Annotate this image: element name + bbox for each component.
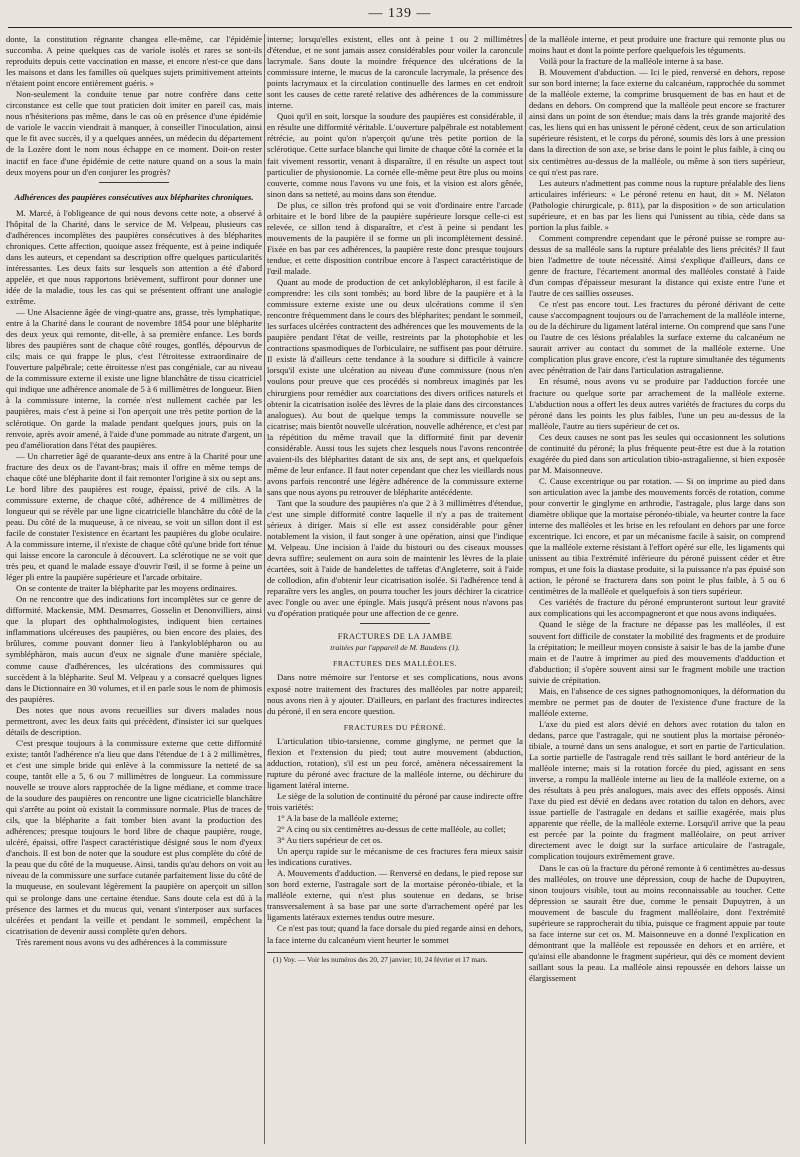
paragraph: L'articulation tibio-tarsienne, comme ginglyme, ne permet que la flexion et l'extension du pied; tout autre mouvement (abduction, adduction, rotation), s'il est un peu forcé, amènera nécessairement la rupture du péroné avec fracture de la malléole interne, ou déchirure du ligament latéral interne. — [267, 735, 523, 790]
subsection-heading: FRACTURES DU PÉRONÉ. — [343, 722, 447, 732]
text-column-3 — [529, 34, 785, 1146]
section-separator — [360, 623, 430, 624]
paragraph: Quand le siège de la fracture ne dépasse pas les malléoles, il est souvent fort difficile de constater la mobilité des fragments et de produire la crépitation; le meilleur moyen consiste à saisir le bas de la jambe d'une main et de l'autre à imprimer au pied des mouvements d'adduction et d'abduction; il s'opère souvent ainsi sur le fragment mobile une traction suivie de crépitation. — [529, 619, 785, 685]
paragraph: A. Mouvements d'adduction. — Renversé en dedans, le pied repose sur son bord externe, l'astragale sort de la mortaise péronéo-tibiale, et la malléole externe, qui n'est plus soutenue en dedans, se brise transversalement à sa base par une sorte d'arrachement opéré par les ligaments latéraux externes tendus outre mesure. — [267, 868, 523, 923]
paragraph: Dans le cas où la fracture du péroné remonte à 6 centimètres au-dessus des malléoles, on trouve une dépression, coup de hache de Dupuytren, sinon toujours visible, tout au moins reconnaissable au toucher. Cette dépression se saurait être due, comme le pensait Dupuytren, à un mouvement de bascule du fragment malléolaire, dont l'extrémité supérieure se rapprocherait du tibia, puisque ce fragment appuie par toute sa face interne sur cet os. M. Maisonneuve en a donné l'explication en démontrant que la malléole est repoussée en dehors et en arrière, et qu'ainsi elle abandonne le fragment supérieur, qui dès ce moment devient saillant sous la peau. La malléole ainsi repoussée en dehors laisse un élargissement — [529, 862, 785, 983]
paragraph: Des notes que nous avons recueillies sur divers malades nous permettront, avec les deux faits qui précèdent, d'insister ici sur quelques détails de description. — [6, 704, 262, 737]
paragraph: C'est presque toujours à la commissure externe que cette difformité existe; tantôt l'adhérence n'a lieu que dans l'étendue de 1 à 2 millimètres, et c'est une simple bride qui enlève à la commissure la netteté de sa coupe, tantôt elle a 5, 6 ou 7 millimètres de longueur. La commissure nouvelle se trouve alors rapprochée de la ligne médiane, et comme trace de la soudure des paupières on rencontre une ligne cicatricielle blanchâtre qui s'arrête au point où existait la commissure normale. Plus de traces de cils, que la blépharite a fait tomber bien avant la production des adhérences; presque toujours le bord libre de chaque paupière, rouge, ulcéré, épaissi, offre l'aspect caractéristique désigné sous le nom d'yeux d'anchois. Il est bon de noter que la soudure est plus complète du côté de la peau que du côté de la muqueuse. Ainsi, tandis qu'au dehors on voit au niveau de la commissure une surface cutanée parfaitement lisse du côté de la muqueuse, en soulevant légèrement la paupière on aperçoit un sillon qui se prolonge dans une certaine étendue. Sans doute cela est dû à la présence des larmes et du mucus qui, venant s'interposer aux surfaces ulcérées et pendant la veille et pendant le sommeil, empêchent la cicatrisation de devenir aussi complète qu'en dehors. — [6, 737, 262, 936]
text-column-1 — [6, 34, 262, 1146]
article-subtitle: traitées par l'appareil de M. Baudens (1). — [330, 643, 460, 653]
paragraph: De plus, ce sillon très profond qui se voit d'ordinaire entre l'arcade orbitaire et le bord libre de la paupière supérieure lorsque celle-ci est relevée, ce sillon tend à disparaître, et c'est à peine si pendant les mouvements de la paupière il se forme un pli incomplètement dessiné. Fixée en bas par ces adhérences, la paupière reste donc presque toujours tendue, et cette disposition contribue encore à l'aspect caractéristique de l'œil malade. — [267, 199, 523, 276]
subsection-heading: FRACTURES DES MALLÉOLES. — [333, 659, 457, 669]
paragraph: Voilà pour la fracture de la malléole interne à sa base. — [539, 56, 724, 67]
column-divider — [264, 34, 265, 1144]
footnote — [267, 952, 523, 964]
paragraph: On ne rencontre que des indications fort incomplètes sur ce genre de difformité. Mackensie, MM. Desmarres, Gosselin et Denonvilliers, ainsi que la plupart des ophthalmologistes, indiquent bien certaines inflammations ulcéreuses des paupières, ou bien encore des plaies, des brûlures, comme pouvant donner lieu à l'ankyloblépharon ou au symbléphàron, mais aucun d'eux ne signale d'une manière spéciale, comme cause d'adhérences, les ulcérations des commissures qui succèdent à la blépharite. Seul M. Velpeau y a consacré quelques lignes dans le Dictionnaire en 30 volumes, et il en parle sous le nom de phimosis des paupières. — [6, 594, 262, 704]
paragraph: B. Mouvement d'abduction. — Ici le pied, renversé en dehors, repose sur son bord interne; la face externe du calcanéum, rapprochée du sommet de la malléole externe, la comprime brusquement de bas en haut et de dedans en dehors. On comprend que la malléole peut encore se fracturer ainsi dans un point de son étendue; mais dans la très grande majorité des cas, les liens qui en bas unissent le péroné cèdent, ceux de son articulation supérieure résistent, et le corps du péroné, soumis dès lors à une pression dans la direction de son axe, se brise dans le point le plus faible, à cinq ou six centimètres au-dessus de la malléole, ou même à son tiers supérieur, ce qui n'est pas rare. — [529, 67, 785, 177]
paragraph: M. Marcé, à l'obligeance de qui nous devons cette note, a observé à l'hôpital de la Charité, dans le service de M. Velpeau, plusieurs cas d'adhérences incomplètes des paupières consécutives à des blépharites chroniques. Cette affection, quoique assez fréquente, est à peine indiquée dans les auteurs, et cependant sa description offre quelques particularités intéressantes. Les deux faits sur lesquels son attention a été d'abord appelée, et que nous rapportons brièvement, suffiront pour donner une idée de la maladie, tous les cas qui se présentent offrant une analogie extrême. — [6, 207, 262, 306]
paragraph: Ces deux causes ne sont pas les seules qui occasionnent les solutions de continuité du péroné; la plus fréquente peut-être est due à la rotation exagérée du pied dans son articulation tibio-astragalienne, si bien exposée par M. Maisonneuve. — [529, 431, 785, 475]
paragraph: Non-seulement la conduite tenue par notre confrère dans cette circonstance est celle que tout praticien doit imiter en pareil cas, mais nous n'hésiterions pas même, dans le cas où en présence d'une épidémie de variole le vaccin viendrait à manquer, à conseiller l'inoculation, ainsi que le fit avec succès, il y a quelques années, un médecin du département de la Lozère dont le nom nous échappe en ce moment. Doit-on rester inactif en face d'une épidémie de cette nature quand on a sous la main deux moyens pour un d'en conjurer les progrès? — [6, 89, 262, 177]
footnote-text: (1) Voy. — Voir les numéros des 20, 27 janvier; 10, 24 février et 17 mars. — [273, 954, 488, 964]
paragraph: Le siège de la solution de continuité du péroné par cause indirecte offre trois variétés: — [267, 790, 523, 812]
paragraph: On se contente de traiter la blépharite par les moyens ordinaires. — [16, 583, 238, 594]
paragraph: Quant au mode de production de cet ankyloblépharon, il est facile à comprendre: les cils sont tombés; au bord libre de la paupière et à la commissure externe existe une ou deux ulcérations comme il s'en rencontre fréquemment dans le cours des blépharites; pendant le sommeil, les surfaces ulcérées contractent des adhérences que les mouvements de la paupière pendant l'état de veille, restreints par la photophobie et les contractions spasmodiques de l'orbiculaire, ne suffisent pas pour détruire. Il existe là d'ailleurs cette tendance à la soudure si difficile à vaincre lorsqu'il existe une ulcération au niveau d'une commissure (nous n'en voulons pour preuve que ces procédés si nombreux imaginés par les chirurgiens pour remédier aux coarctations des divers orifices naturels et obtenir la cicatrisation isolée des lèvres de la plaie dans des circonstances analogues). Au bout de quelque temps la commissure nouvelle se cicatrise; mais bientôt nouvelle ulcération, nouvelle adhérence, et c'est par la répétition du même travail que la difformité finit par devenir considérable. Aussi tous les sujets chez lesquels nous l'avons rencontrée avaient-ils des blépharites datant de six ans, de sept ans, et quelquefois même de leur enfance. Il faut noter cependant que chez les vieillards nous avons parfois rencontré une légère adhérence de la commissure externe sans que nous ayons pu retrouver de blépharite antécédente. — [267, 277, 523, 497]
section-separator — [99, 182, 169, 183]
paragraph: — Une Alsacienne âgée de vingt-quatre ans, grasse, très lymphatique, entre à la Charité dans le courant de novembre 1854 pour une blépharite des deux yeux qui remonte, dit-elle, à sa première enfance. Les bords libres des paupières sont de chaque côté rouges, gonflés, dépourvus de cils; mais ce qui frappe le plus, c'est l'étroitesse extraordinaire de l'ouverture palpébrale; cette étroitesse n'est pas congéniale, car au niveau de la commissure externe il existe une ligne blanchâtre de tissu cicatriciel qui indique une adhérence anomale de 5 à 6 millimètres de longueur. Bien à la commissure interne, la cornée n'est nullement cachée par les paupières, mais c'est à peine si l'on aperçoit une très petite portion de la sclérotique. On garde la malade pendant quelques jours, puis on la renvoie, après avoir amené, à l'aide d'une pommade au nitrate d'argent, un peu d'amélioration dans l'état des paupières. — [6, 307, 262, 450]
paragraph: Ce n'est pas tout; quand la face dorsale du pied regarde ainsi en dehors, la face interne du calcanéum vient heurter le sommet — [267, 923, 523, 945]
section-heading: Adhérences des paupières consécutives aux blépharites chroniques. — [14, 191, 254, 202]
paragraph: Comment comprendre cependant que le péroné puisse se rompre au-dessus de sa malléole sans la rupture préalable des liens précités? Il faut bien l'admettre de toute nécessité. Ainsi s'explique d'ailleurs, dans ce genre de fracture, l'écartement anormal des malléoles constaté à l'aide d'un compas d'épaisseur mesurant la distance qui existe entre l'une et l'autre de ces saillies osseuses. — [529, 232, 785, 299]
column-divider — [525, 34, 526, 1144]
paragraph: Très rarement nous avons vu des adhérences à la commissure — [16, 936, 227, 947]
paragraph: Ce n'est pas encore tout. Les fractures du péroné dérivant de cette cause s'accompagnent toujours ou de l'arrachement de la malléole interne, ou de la déchirure du ligament latéral interne. On comprend que sans l'une ou l'autre de ces lésions préalables la surface externe du calcanéum ne saurait arriver au contact du sommet de la malléole externe. Une complication plus grave encore, c'est la rupture simultanée des téguments avec pénétration de l'air dans l'articulation astragalienne. — [529, 299, 785, 376]
paragraph: Tant que la soudure des paupières n'a que 2 à 3 millimètres d'étendue, c'est une simple difformité contre laquelle il n'y a pas de traitement sérieux à diriger. Mais si elle est assez considérable pour gêner notablement la vision, il faut songer à une opération, ainsi que l'indique M. Velpeau. Une incision à l'aide du bistouri ou des ciseaux mousses devra suffire; seulement on aura soin de maintenir les lèvres de la plaie écartées, soit à l'aide de bandelettes de taffetas d'Angleterre, soit à l'aide de collodion, afin d'obtenir leur cicatrisation isolée. Si l'adhérence tend à reparaître vers les angles, on pourra toucher les jours déchirer la cicatrice avec l'ongle ou avec une épingle. Mais jusqu'à présent nous n'avons pas vu d'opération pratiquée pour une affection de ce genre. — [267, 497, 523, 619]
paragraph: de la malléole interne, et peut produire une fracture qui remonte plus ou moins haut et dont la pointe perfore quelquefois les téguments. — [529, 34, 785, 56]
paragraph: — Un charretier âgé de quarante-deux ans entre à la Charité pour une fracture des deux os de l'avant-bras; mais il offre en même temps de chaque côté une blépharite dont il fait remonter l'origine à six ou sept ans. Le bord libre des paupières est rouge, épaissi, privé de cils. A la commissure externe, de chaque côté, adhérence de 4 millimètres de longueur qui se révèle par une ligne cicatricielle blanchâtre du côté de la peau. Du côté de la muqueuse, à ce niveau, se voit un sillon dont il est facile de constater l'existence en écartant les paupières du globe oculaire. A la commissure interne, il n'existe de chaque côté qu'une bride fort ténue qui laisse encore la caroncule à découvert. La sclérotique ne se voit que très peu, et quand le malade essaye d'ouvrir l'œil, il se forme à peine un léger pli entre la paupière supérieure et l'arcade orbitaire. — [6, 450, 262, 583]
paragraph: L'axe du pied est alors dévié en dehors avec rotation du talon en dedans, parce que l'astragale, qui ne soutient plus la mortaise péronéo-tibiale, a tourné dans un sens analogue, et sort en partie de l'articulation. La sortie partielle de l'astragale rend très saillant le bord antérieur de la malléole interne; mais si la rotation forcée du pied, agissant en sens inverse, a rompu la malléole interne au lieu de la malléole externe, on a des résultats à peu près analogues, mais avec des effets opposés. Ainsi l'axe du pied est dévié en dedans avec rotation du talon en dehors, avec issue partielle de l'astragale en dedans et saillie exagérée, mais plus apparente que réelle, de la malléole externe. Lorsqu'il arrive que la peau est percée par la pointe du fragment malléolaire, on peut arriver directement avec le doigt sur la surface articulaire de l'astragale, complication toujours extrêmement grave. — [529, 718, 785, 862]
text-column-2 — [267, 34, 523, 1146]
paragraph: 2° A cinq ou six centimètres au-dessus de cette malléole, au collet; — [277, 824, 506, 835]
paragraph: donte, la constitution régnante changea elle-même, car l'épidémie succomba. A peine quelques cas de variole isolés et rares se sont-ils reproduits depuis cette vaccination en masse, et encore n'est-ce que dans les maisons et dans les familles où quelques sujets primitivement atteints n'étaient point encore entièrement guéris. » — [6, 34, 262, 89]
paragraph: Quoi qu'il en soit, lorsque la soudure des paupières est considérable, il en résulte une difformité véritable. L'ouverture palpébrale est notablement rétrécie, au point qu'on n'aperçoit qu'une très petite portion de la sclérotique. Cette surface blanche qui limite de chaque côté la cornée et la fait vivement ressortir, venant à disparaître, il en résulte un aspect tout particulier de physionomie. La cornée elle-même peut être plus ou moins couverte, comme nous l'avons vu une fois, et la vision est alors gênée, sinon dans sa netteté, au moins dans son étendue. — [267, 111, 523, 199]
paragraph: 3° Au tiers supérieur de cet os. — [277, 835, 383, 846]
header-rule — [8, 27, 792, 28]
page-number: — 139 — — [368, 6, 432, 21]
paragraph: Un aperçu rapide sur le mécanisme de ces fractures fera mieux saisir les indications curatives. — [267, 846, 523, 868]
paragraph: interne; lorsqu'elles existent, elles ont à peine 1 ou 2 millimètres d'étendue, et ne sont jamais assez considérables pour voiler la caroncule lacrymale. Sans doute la moindre fréquence des ulcérations de la commissure interne, le mucus de la caroncule lacrymale, la présence des points lacrymaux et la circulation continuelle des larmes en cet endroit sont les causes de cette rareté relative des adhérences de la commissure interne. — [267, 34, 523, 111]
paragraph: Ces variétés de fracture du péroné emprunteront surtout leur gravité aux complications qui les accompagneront et que nous avons indiquées. — [529, 597, 785, 619]
paragraph: En résumé, nous avons vu se produire par l'adduction forcée une fracture ou quelque sorte par arrachement de la malléole externe. L'abduction nous a offert les deux autres variétés de fractures du corps du péroné dans les points les plus faibles, l'une un peu au-dessus de la malléole, l'autre au tiers supérieur de cet os. — [529, 376, 785, 431]
paragraph: C. Cause excentrique ou par rotation. — Si on imprime au pied dans son articulation avec la jambe des mouvements forcés de rotation, comme pour convertir le ginglyme en arthrodie, l'astragale, plus large dans son diamètre oblique que la mortaise péronéo-tibiale, va heurter contre la face interne des malléoles et les brise en les refoulant en dehors par une force excentrique. Ici encore, et par un mécanisme facile à saisir, on comprend que la malléole externe résistant à l'effort opéré sur elle, les ligaments qui unissent au tibia l'extrémité inférieure du péroné puissent céder et être rompus, et une fois la diastase produite, si la puissance n'a pas épuisé son action, le péroné se fracturera dans son point le plus faible, à 5 ou 6 centimètres de la malléole et quelquefois à son tiers supérieur. — [529, 475, 785, 597]
paragraph: Les auteurs n'admettent pas comme nous la rupture préalable des liens articulaires inférieurs: « Le péroné retenu en haut, dit » M. Nélaton (Pathologie chirurgicale, p. 811), par la disposition » de son articulation supérieure, et en bas par les liens qui l'unissent au tibia, cède dans sa portion la plus faible. » — [529, 177, 785, 232]
article-title: FRACTURES DE LA JAMBE — [337, 632, 453, 642]
paragraph: Dans notre mémoire sur l'entorse et ses complications, nous avons exposé notre traitement des fractures des malléoles par notre appareil; nous avons rien à y ajouter. D'ailleurs, en parlant des fractures indirectes du péroné, il en sera encore question. — [267, 672, 523, 716]
paragraph: Mais, en l'absence de ces signes pathognomoniques, la déformation du membre ne permet pas de douter de l'existence d'une fracture de la malléole externe. — [529, 685, 785, 718]
paragraph: 1° A la base de la malléole externe; — [277, 813, 399, 823]
